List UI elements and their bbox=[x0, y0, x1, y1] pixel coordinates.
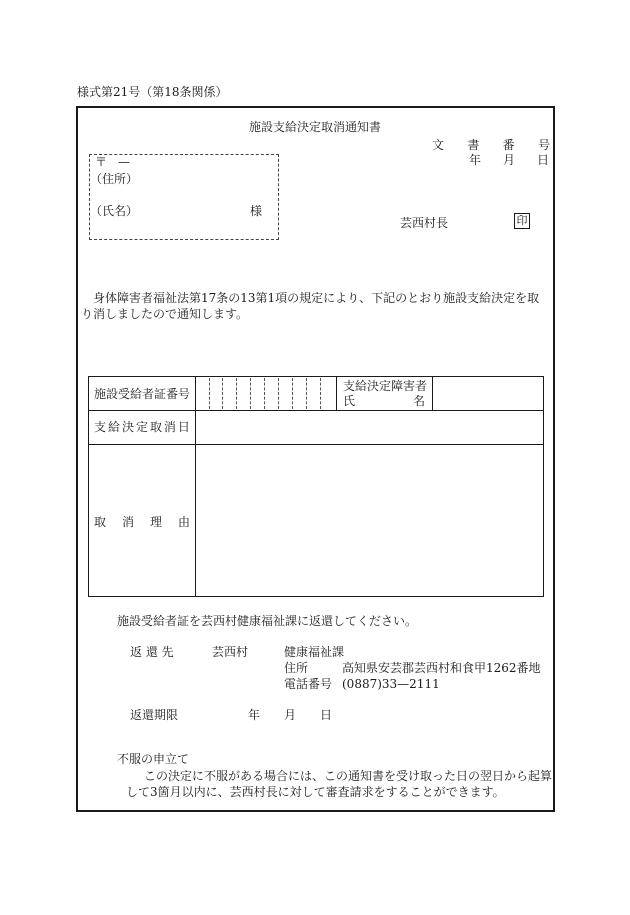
doc-number-char: 号 bbox=[537, 138, 550, 152]
digit-separator bbox=[320, 378, 321, 409]
notice-body-text bbox=[81, 290, 551, 322]
form-number-label: 様式第21号（第18条関係） bbox=[77, 85, 228, 99]
postal-mark: 〒 bbox=[95, 155, 108, 169]
recipient-label: 支給決定障害者 bbox=[343, 379, 428, 393]
label-char: 消 bbox=[121, 515, 134, 529]
phone-label: 電話番号 bbox=[284, 677, 333, 691]
digit-separator bbox=[236, 378, 237, 409]
return-deadline-label: 返還期限 bbox=[130, 708, 179, 722]
objection-content: この決定に不服がある場合には、この通知書を受け取った日の翌日から起算して3箇月以内に、芸西村長に対して審査請求をすることができます。 bbox=[126, 769, 553, 799]
honorific: 様 bbox=[250, 204, 263, 218]
recipient-name-label-b: 名 bbox=[413, 394, 426, 408]
return-department: 健康福祉課 bbox=[284, 645, 345, 659]
digit-separator bbox=[250, 378, 251, 409]
digit-separator bbox=[264, 378, 265, 409]
table-column-divider bbox=[432, 376, 433, 410]
objection-title: 不服の申立て bbox=[117, 752, 190, 766]
return-village: 芸西村 bbox=[212, 645, 249, 659]
objection-text bbox=[126, 768, 554, 800]
table-border-right bbox=[543, 376, 544, 597]
deadline-day-char: 日 bbox=[320, 708, 333, 722]
digit-separator bbox=[306, 378, 307, 409]
return-instruction: 施設受給者証を芸西村健康福祉課に返還してください。 bbox=[117, 614, 418, 628]
address-field-label: 住所 bbox=[284, 661, 309, 675]
label-char: 由 bbox=[177, 515, 190, 529]
digit-separator bbox=[222, 378, 223, 409]
label-char: 理 bbox=[149, 515, 162, 529]
doc-number-char: 文 bbox=[432, 138, 445, 152]
document-title: 施設支給決定取消通知書 bbox=[248, 120, 381, 134]
doc-number-char: 書 bbox=[467, 138, 480, 152]
label-char: 給 bbox=[107, 420, 120, 434]
table-column-divider bbox=[195, 376, 196, 597]
date-char: 月 bbox=[502, 153, 515, 167]
label-char: 支 bbox=[94, 420, 107, 434]
seal-stamp: 印 bbox=[514, 213, 530, 229]
return-destination-label: 返 還 先 bbox=[130, 645, 174, 659]
label-char: 定 bbox=[135, 420, 148, 434]
doc-number-char: 番 bbox=[502, 138, 515, 152]
label-char: 決 bbox=[121, 420, 134, 434]
cancel-date-label bbox=[94, 420, 190, 434]
digit-separator bbox=[292, 378, 293, 409]
address-value: 高知県安芸郡芸西村和食甲1262番地 bbox=[342, 661, 541, 675]
date-char: 日 bbox=[536, 153, 549, 167]
digit-separator bbox=[278, 378, 279, 409]
deadline-year-char: 年 bbox=[248, 708, 261, 722]
cert-number-label: 施設受給者証番号 bbox=[94, 387, 191, 401]
label-char: 日 bbox=[177, 420, 190, 434]
label-char: 取 bbox=[149, 420, 162, 434]
document-number-row bbox=[432, 138, 550, 152]
label-char: 消 bbox=[163, 420, 176, 434]
deadline-month-char: 月 bbox=[284, 708, 297, 722]
issuer-name: 芸西村長 bbox=[400, 216, 449, 230]
table-row-divider bbox=[88, 444, 544, 445]
issue-date-row bbox=[469, 153, 549, 167]
address-label: （住所） bbox=[90, 172, 139, 186]
phone-value: (0887)33—2111 bbox=[342, 677, 440, 691]
table-border-left bbox=[88, 376, 89, 597]
table-row-divider bbox=[88, 410, 544, 411]
recipient-name-label-a: 氏 bbox=[343, 394, 356, 408]
table-border-top bbox=[88, 376, 544, 377]
date-char: 年 bbox=[469, 153, 482, 167]
digit-separator bbox=[209, 378, 210, 409]
cancel-reason-label bbox=[94, 515, 190, 529]
table-column-divider bbox=[336, 376, 337, 410]
postal-dash: — bbox=[118, 155, 130, 169]
table-border-bottom bbox=[88, 596, 544, 597]
label-char: 取 bbox=[94, 515, 107, 529]
name-label: （氏名） bbox=[90, 204, 139, 218]
notice-body-content: 身体障害者福祉法第17条の13第1項の規定により、下記のとおり施設支給決定を取り消しましたので通知します。 bbox=[81, 291, 540, 321]
